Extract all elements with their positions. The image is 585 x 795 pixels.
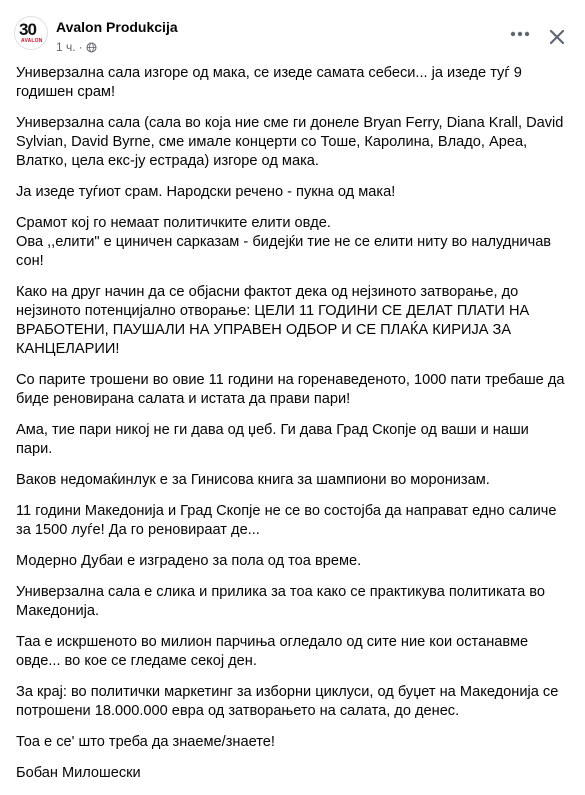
post-paragraph: Тоа е се' што треба да знаеме/знаете! — [16, 734, 275, 750]
avatar[interactable] — [14, 16, 48, 50]
avatar-logo-number: 30 — [19, 20, 36, 39]
post-header — [0, 0, 585, 62]
post-paragraph: Таа е искршеното во милион парчиња огледало од сите ние кои останавме овде... во кое се гледаме секој ден. — [16, 634, 529, 669]
globe-icon[interactable] — [86, 42, 97, 53]
post-timestamp[interactable]: 1 ч. — [56, 40, 76, 54]
post-paragraph: Како на друг начин да се објасни фактот дека од нејзиното затворање, до нејзиното потенцијално отворање: ЦЕЛИ 11 ГОДИНИ СЕ ДЕЛАТ ПЛАТИ НА ВРАБОТЕНИ, ПАУШАЛИ НА УПРАВЕН ОДБОР И СЕ ПЛАЌА КИРИЈА ЗА КАНЦЕЛАРИИ! — [16, 284, 530, 357]
meta-separator: · — [78, 40, 83, 54]
post-paragraph: Универзална сала (сала во која ние сме ги донеле Bryan Ferry, Diana Krall, David Sylvian, David Byrne, сме имале концерти со Тоше, Каролина, Владо, Ареа, Влатко, цела екс-ју естрада) изгоре од мака. — [16, 115, 564, 169]
close-button[interactable] — [546, 26, 568, 48]
post-paragraph: Ваков недомаќинлук е за Гинисова книга за шампиони во моронизам. — [16, 472, 490, 488]
post-paragraph: Срамот кој го немаат политичките елити овде. Ова ,,елити" е циничен сарказам - бидејќи тие не се елити ниту во налудничав сон! — [16, 215, 552, 269]
post-paragraph: Модерно Дубаи е изградено за пола од тоа време. — [16, 553, 362, 569]
post-signature: Бобан Милошески — [16, 765, 141, 781]
post-paragraph: 11 години Македонија и Град Скопје не се во состојба да направат едно саличе за 1500 луѓе! Да го реновираат де... — [16, 503, 557, 538]
post-meta — [56, 40, 97, 54]
post-paragraph: Ама, тие пари никој не ги дава од џеб. Ги дава Град Скопје од ваши и наши пари. — [16, 422, 529, 457]
post-paragraph: Ја изеде туѓиот срам. Народски речено - пукна од мака! — [16, 184, 396, 200]
avatar-logo-label: AVALON — [21, 38, 43, 44]
more-options-button[interactable] — [508, 24, 532, 44]
post-paragraph: Универзална сала изгоре од мака, се изеде самата себеси... ја изеде туѓ 9 годишен срам! — [16, 65, 522, 100]
post-paragraph: Универзална сала е слика и прилика за тоа како се практикува политиката во Македонија. — [16, 584, 545, 619]
post-paragraph: За крај: во политички маркетинг за изборни циклуси, од буџет на Македонија се потрошени 18.000.000 евра од затворањето на салата, до денес. — [16, 684, 559, 719]
more-horizontal-icon — [510, 31, 530, 37]
post-paragraph: Со парите трошени во овие 11 години на горенаведеното, 1000 пати требаше да биде реновирана салата и истата да прави пари! — [16, 372, 565, 407]
page-name[interactable]: Avalon Produkcija — [56, 19, 178, 35]
post-body — [16, 64, 568, 795]
close-icon — [546, 26, 568, 48]
